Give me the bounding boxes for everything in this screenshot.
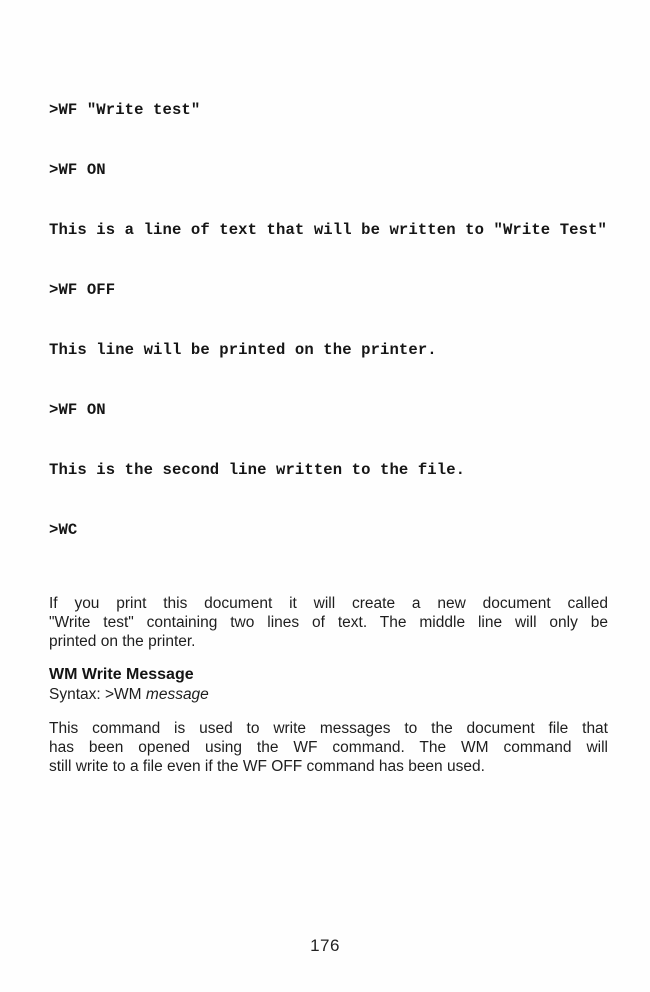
paragraph-wm-description <box>49 719 608 776</box>
code-line: >WF OFF <box>49 281 116 299</box>
paragraph-print-explanation <box>49 594 608 651</box>
code-line: This line will be printed on the printer. <box>49 341 437 359</box>
paragraph-line: printed on the printer. <box>49 633 196 650</box>
page-content <box>49 60 608 776</box>
code-line: This is the second line written to the file. <box>49 461 466 479</box>
code-line: >WF ON <box>49 401 106 419</box>
syntax-line <box>49 685 608 705</box>
syntax-argument: message <box>145 686 209 703</box>
code-line: This is a line of text that will be written to "Write Test" <box>49 221 608 239</box>
paragraph-line: has been opened using the WF command. The WM command will <box>49 739 608 756</box>
paragraph-line: If you print this document it will create a new document called <box>49 595 608 612</box>
paragraph-line: "Write test" containing two lines of text. The middle line will only be <box>49 614 608 631</box>
command-example-code-block <box>49 60 608 580</box>
page-number: 176 <box>310 936 340 955</box>
code-line: >WF ON <box>49 161 106 179</box>
paragraph-line: still write to a file even if the WF OFF command has been used. <box>49 758 485 775</box>
code-line: >WF "Write test" <box>49 101 201 119</box>
paragraph-line: This command is used to write messages to the document file that <box>49 720 608 737</box>
code-line: >WC <box>49 521 78 539</box>
syntax-label: Syntax: >WM <box>49 686 146 703</box>
section-heading-wm-write-message: WM Write Message <box>49 666 194 683</box>
